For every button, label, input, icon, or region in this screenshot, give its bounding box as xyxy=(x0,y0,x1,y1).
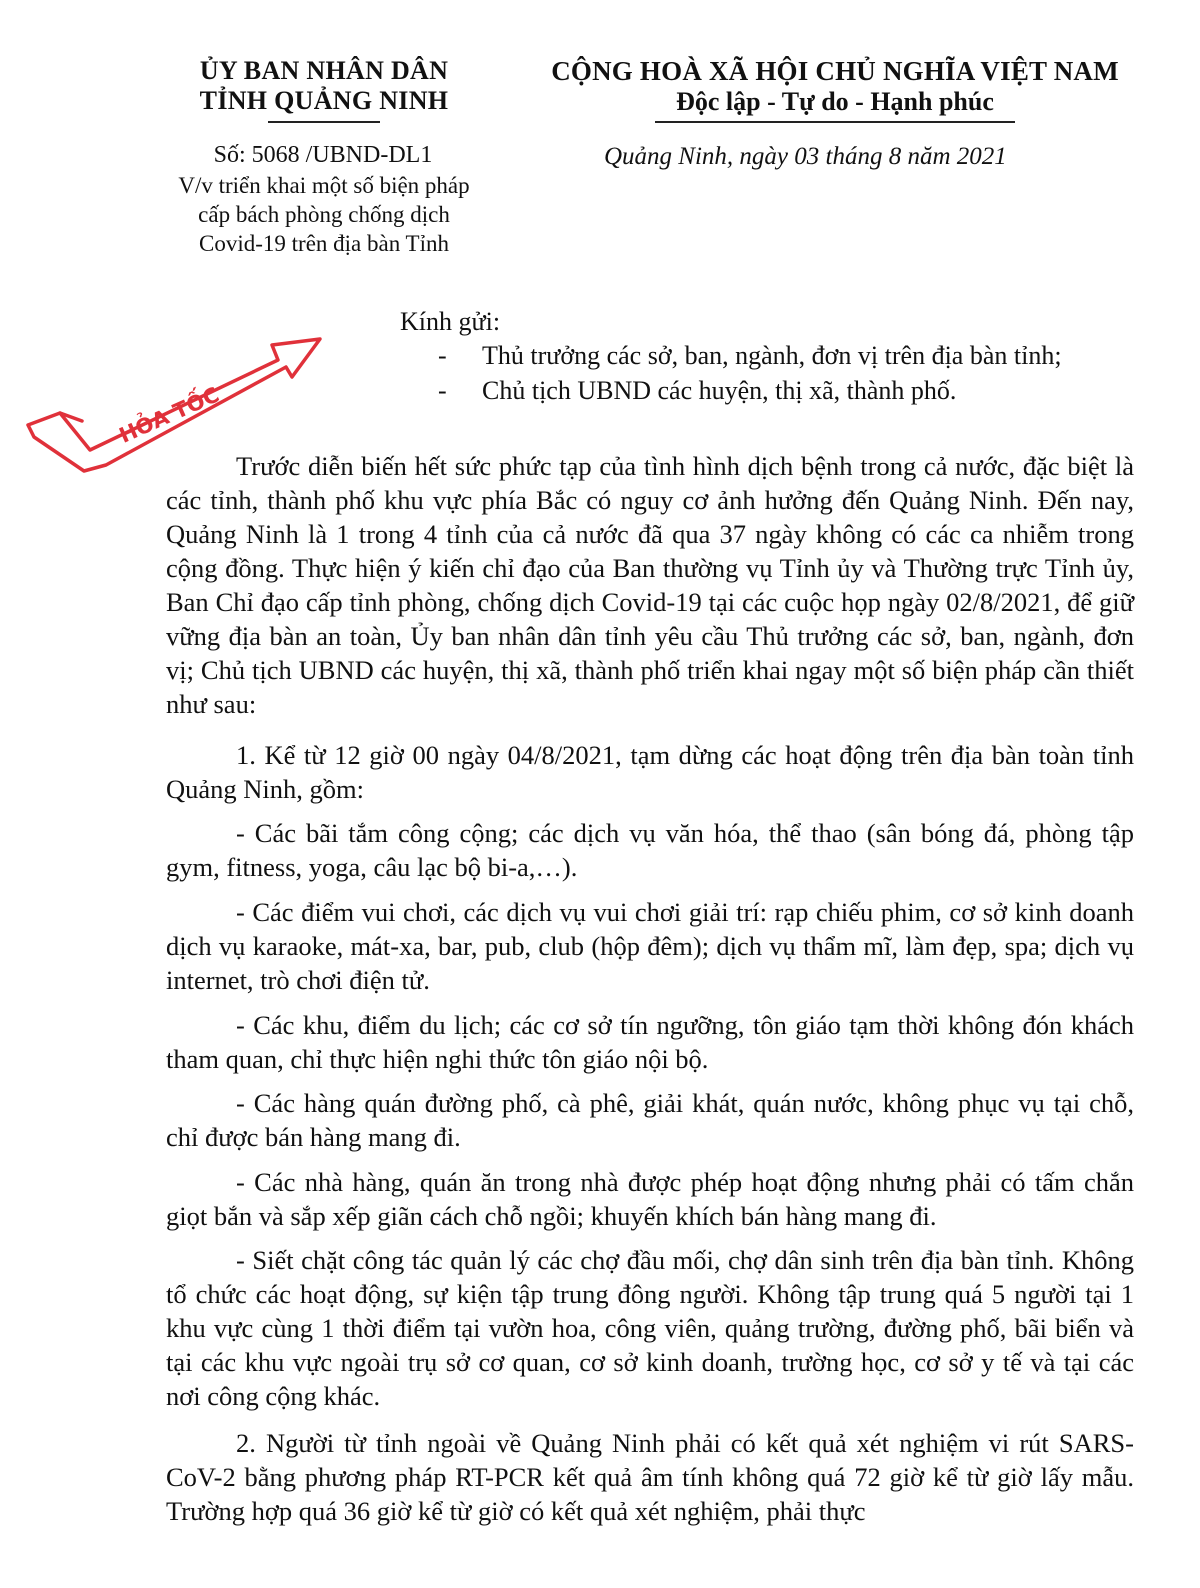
bullet-paragraph xyxy=(166,1008,1134,1076)
recipient-dash-1: - xyxy=(438,341,447,370)
intro-text: Trước diễn biến hết sức phức tạp của tình hình dịch bệnh trong cả nước, đặc biệt là các tỉnh, thành phố khu vực phía Bắc có nguy cơ ảnh hưởng đến Quảng Ninh. Đến nay, Quảng Ninh là 1 trong 4 tỉnh của cả nước đã qua 37 ngày không có các ca nhiễm trong cộng đồng. Thực hiện ý kiến chỉ đạo của Ban thường vụ Tỉnh ủy và Thường trực Tỉnh ủy, Ban Chỉ đạo cấp tỉnh phòng, chống dịch Covid-19 tại các cuộc họp ngày 02/8/2021, để giữ vững địa bàn an toàn, Ủy ban nhân dân tỉnh yêu cầu Thủ trưởng các sở, ban, ngành, đơn vị; Chủ tịch UBND các huyện, thị xã, thành phố triển khai ngay một số biện pháp cần thiết như sau: xyxy=(166,451,1134,719)
item1-paragraph xyxy=(166,738,1134,806)
bullet-text: - Các nhà hàng, quán ăn trong nhà được phép hoạt động nhưng phải có tấm chắn giọt bắn và sắp xếp giãn cách chỗ ngồi; khuyến khích bán hàng mang đi. xyxy=(166,1167,1134,1231)
org-underline xyxy=(268,121,380,123)
urgent-stamp-text: HỎA TỐC xyxy=(115,382,223,448)
issuing-org-line2: TỈNH QUẢNG NINH xyxy=(199,86,449,115)
motto-underline xyxy=(655,121,1015,123)
bullet-text: - Các hàng quán đường phố, cà phê, giải khát, quán nước, không phục vụ tại chỗ, chỉ được bán hàng mang đi. xyxy=(166,1088,1134,1152)
bullet-text: - Các bãi tắm công cộng; các dịch vụ văn hóa, thể thao (sân bóng đá, phòng tập gym, fitness, yoga, câu lạc bộ bi-a,…). xyxy=(166,818,1134,882)
document-number: Số: 5068 /UBND-DL1 xyxy=(213,142,433,168)
item1-text: 1. Kể từ 12 giờ 00 ngày 04/8/2021, tạm dừng các hoạt động trên địa bàn toàn tỉnh Quảng Ninh, gồm: xyxy=(166,740,1134,804)
national-motto: Độc lập - Tự do - Hạnh phúc xyxy=(676,87,994,116)
bullet-paragraph xyxy=(166,1086,1134,1154)
issuing-org-line1: ỦY BAN NHÂN DÂN xyxy=(199,56,449,85)
subject-line1: V/v triển khai một số biện pháp xyxy=(178,173,470,198)
addressee-label: Kính gửi: xyxy=(400,307,501,336)
bullet-paragraph xyxy=(166,1165,1134,1233)
recipient-1: Thủ trưởng các sở, ban, ngành, đơn vị trên địa bàn tỉnh; xyxy=(482,341,1062,370)
recipient-dash-2: - xyxy=(438,376,447,405)
intro-paragraph xyxy=(166,449,1134,721)
subject-line3: Covid-19 trên địa bàn Tỉnh xyxy=(199,231,449,256)
item2-paragraph xyxy=(166,1426,1134,1528)
bullet-text: - Siết chặt công tác quản lý các chợ đầu mối, chợ dân sinh trên địa bàn tỉnh. Không tổ chức các hoạt động, sự kiện tập trung đông người. Không tập trung quá 5 người tại 1 khu vực cùng 1 thời điểm tại vườn hoa, công viên, quảng trường, đường phố, bãi biển và tại các khu vực ngoài trụ sở cơ quan, cơ sở kinh doanh, trường học, cơ sở y tế và tại các nơi công cộng khác. xyxy=(166,1245,1134,1411)
bullet-paragraph xyxy=(166,1243,1134,1413)
bullet-text: - Các điểm vui chơi, các dịch vụ vui chơi giải trí: rạp chiếu phim, cơ sở kinh doanh dịch vụ karaoke, mát-xa, bar, pub, club (hộp đêm); dịch vụ thẩm mĩ, làm đẹp, spa; dịch vụ internet, trò chơi điện tử. xyxy=(166,897,1134,995)
recipient-2: Chủ tịch UBND các huyện, thị xã, thành phố. xyxy=(482,376,957,405)
subject-line2: cấp bách phòng chống dịch xyxy=(198,202,450,227)
bullet-paragraph xyxy=(166,816,1134,884)
issue-date: Quảng Ninh, ngày 03 tháng 8 năm 2021 xyxy=(604,143,1007,170)
bullet-text: - Các khu, điểm du lịch; các cơ sở tín ngưỡng, tôn giáo tạm thời không đón khách tham quan, chỉ thực hiện nghi thức tôn giáo nội bộ. xyxy=(166,1010,1134,1074)
item2-text: 2. Người từ tỉnh ngoài về Quảng Ninh phải có kết quả xét nghiệm vi rút SARS-CoV-2 bằng phương pháp RT-PCR kết quả âm tính không quá 72 giờ kể từ giờ lấy mẫu. Trường hợp quá 36 giờ kể từ giờ có kết quả xét nghiệm, phải thực xyxy=(166,1428,1134,1526)
national-title: CỘNG HOÀ XÃ HỘI CHỦ NGHĨA VIỆT NAM xyxy=(551,56,1119,86)
bullet-paragraph xyxy=(166,895,1134,997)
